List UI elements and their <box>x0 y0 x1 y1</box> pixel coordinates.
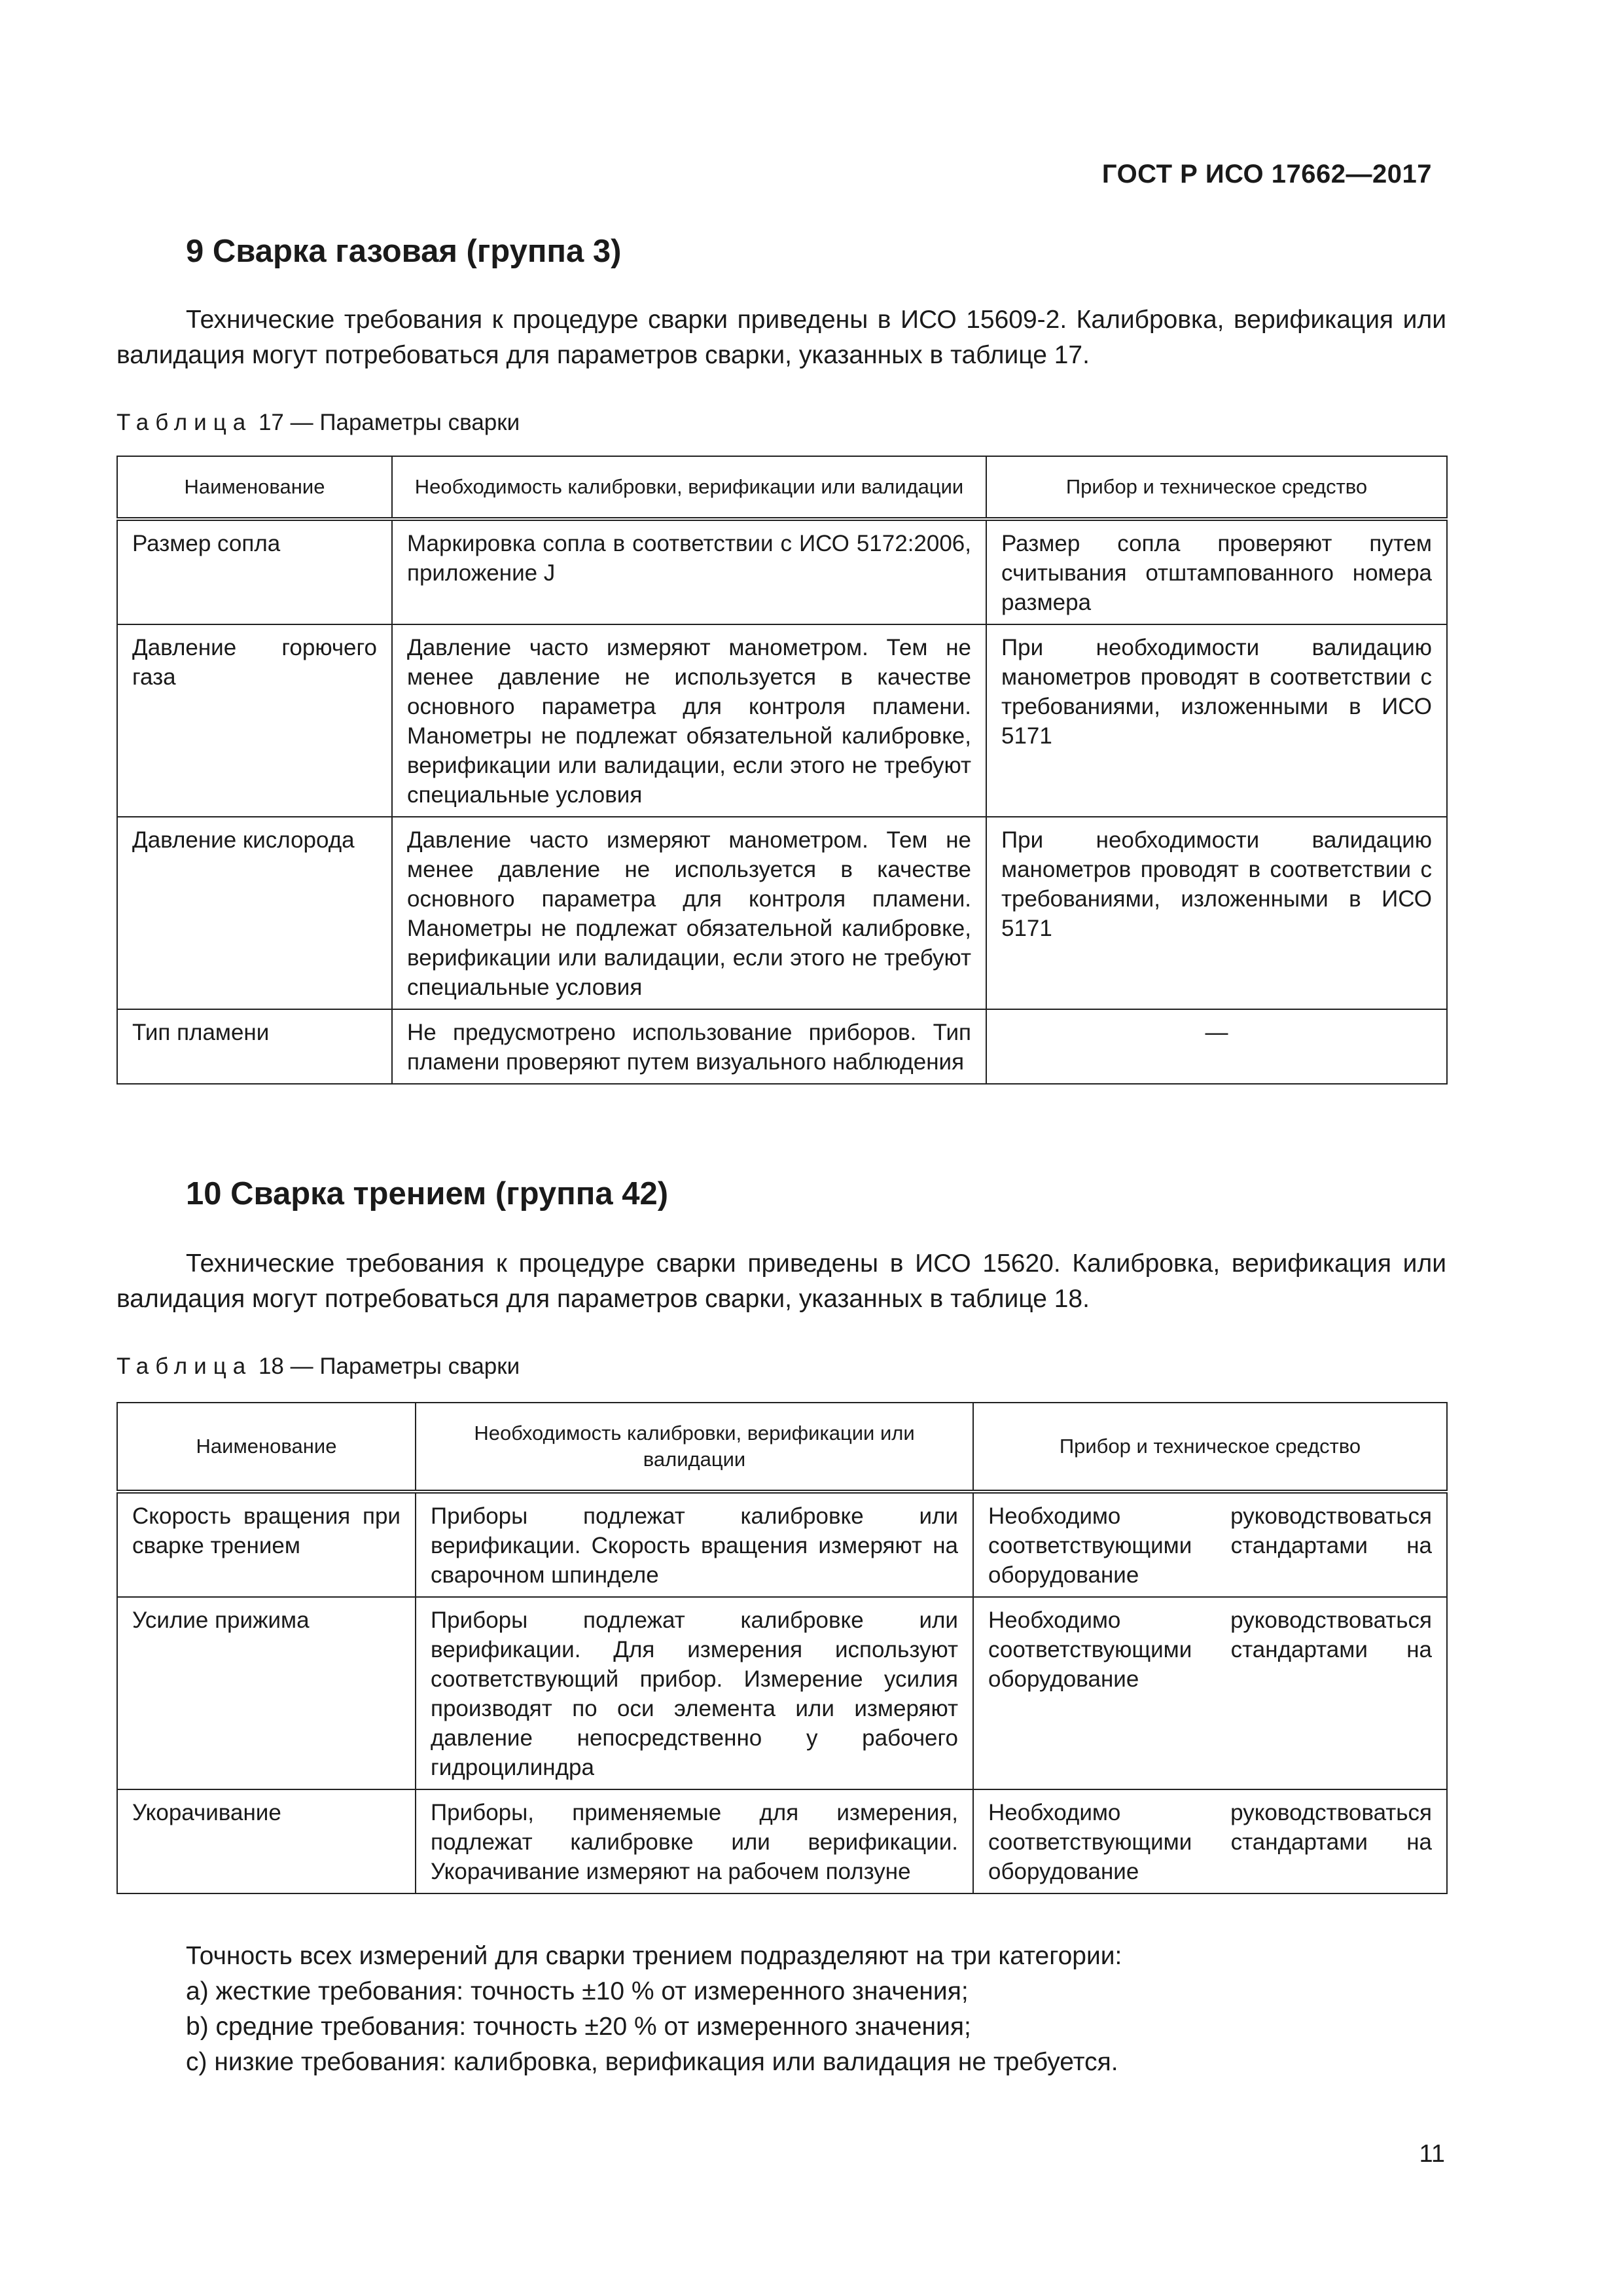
table-cell: При необходимости валидацию манометров проводят в соответствии с требованиями, изложенными в ИСО 5171 <box>986 817 1447 1009</box>
table-18 <box>116 1402 1448 1894</box>
list-item: b) средние требования: точность ±20 % от измеренного значения; <box>186 2013 971 2041</box>
table-cell: Давление часто измеряют манометром. Тем не менее давление не используется в качестве основного параметра для контроля пламени. Манометры не подлежат обязательной калибровке, верификации или валидации, если этого не требуют специальные условия <box>392 817 986 1009</box>
table-cell: При необходимости валидацию манометров проводят в соответствии с требованиями, изложенными в ИСО 5171 <box>986 624 1447 817</box>
table-row <box>117 519 1447 624</box>
table-cell: Приборы, применяемые для измерения, подлежат калибровке или верификации. Укорачивание измеряют на рабочем ползуне <box>416 1789 973 1893</box>
table-cell: Необходимо руководствоваться соответствующими стандартами на оборудование <box>973 1492 1447 1597</box>
table-18-caption <box>116 1354 520 1380</box>
table-row <box>117 1009 1447 1084</box>
column-header: Наименование <box>117 1403 416 1492</box>
table-cell: Усилие прижима <box>117 1597 416 1789</box>
table-18-caption-title: 18 — Параметры сварки <box>252 1354 520 1379</box>
table-17-caption-title: 17 — Параметры сварки <box>252 410 520 435</box>
table-17-caption <box>116 410 520 436</box>
page-number: 11 <box>1419 2140 1445 2168</box>
table-row <box>117 1597 1447 1789</box>
table-cell: Скорость вращения при сварке трением <box>117 1492 416 1597</box>
table-cell: — <box>986 1009 1447 1084</box>
table-cell: Давление кислорода <box>117 817 392 1009</box>
table-17-caption-word: Таблица <box>116 410 253 435</box>
table-cell: Не предусмотрено использование приборов. Тип пламени проверяют путем визуального наблюдения <box>392 1009 986 1084</box>
table-cell: Необходимо руководствоваться соответствующими стандартами на оборудование <box>973 1789 1447 1893</box>
table-row <box>117 624 1447 817</box>
accuracy-list <box>186 1939 1446 2080</box>
section-9-intro: Технические требования к процедуре сварки приведены в ИСО 15609-2. Калибровка, верификация или валидация могут потребоваться для параметров сварки, указанных в таблице 17. <box>116 306 1446 369</box>
list-item: a) жесткие требования: точность ±10 % от измеренного значения; <box>186 1977 969 2005</box>
accuracy-intro: Точность всех измерений для сварки трением подразделяют на три категории: <box>186 1942 1122 1970</box>
table-cell: Необходимо руководствоваться соответствующими стандартами на оборудование <box>973 1597 1447 1789</box>
table-cell: Укорачивание <box>117 1789 416 1893</box>
column-header: Наименование <box>117 456 392 519</box>
section-10-title: 10 Сварка трением (группа 42) <box>186 1176 669 1211</box>
table-cell: Приборы подлежат калибровке или верификации. Скорость вращения измеряют на сварочном шпинделе <box>416 1492 973 1597</box>
table-header-row <box>117 1403 1447 1492</box>
list-item: c) низкие требования: калибровка, верификация или валидация не требуется. <box>186 2048 1118 2076</box>
table-cell: Приборы подлежат калибровке или верификации. Для измерения используют соответствующий прибор. Измерение усилия производят по оси элемента или измеряют давление непосредственно у рабочего гидроцилиндра <box>416 1597 973 1789</box>
table-17 <box>116 456 1448 1085</box>
section-9-title: 9 Сварка газовая (группа 3) <box>186 234 622 269</box>
table-cell: Размер сопла проверяют путем считывания отштампованного номера размера <box>986 519 1447 624</box>
table-cell: Давление часто измеряют манометром. Тем не менее давление не используется в качестве основного параметра для контроля пламени. Манометры не подлежат обязательной калибровке, верификации или валидации, если этого не требуют специальные условия <box>392 624 986 817</box>
table-cell: Размер сопла <box>117 519 392 624</box>
table-row <box>117 1492 1447 1597</box>
table-cell: Давление горючего газа <box>117 624 392 817</box>
column-header: Прибор и техническое средство <box>986 456 1447 519</box>
table-row <box>117 1789 1447 1893</box>
table-18-caption-word: Таблица <box>116 1354 253 1379</box>
table-cell: Тип пламени <box>117 1009 392 1084</box>
table-cell: Маркировка сопла в соответствии с ИСО 5172:2006, приложение J <box>392 519 986 624</box>
column-header: Необходимость калибровки, верификации или валидации <box>392 456 986 519</box>
table-header-row <box>117 456 1447 519</box>
section-10-intro: Технические требования к процедуре сварки приведены в ИСО 15620. Калибровка, верификация или валидация могут потребоваться для параметров сварки, указанных в таблице 18. <box>116 1249 1446 1313</box>
column-header: Необходимость калибровки, верификации или валидации <box>416 1403 973 1492</box>
document-code: ГОСТ Р ИСО 17662—2017 <box>1101 160 1432 188</box>
column-header: Прибор и техническое средство <box>973 1403 1447 1492</box>
table-row <box>117 817 1447 1009</box>
